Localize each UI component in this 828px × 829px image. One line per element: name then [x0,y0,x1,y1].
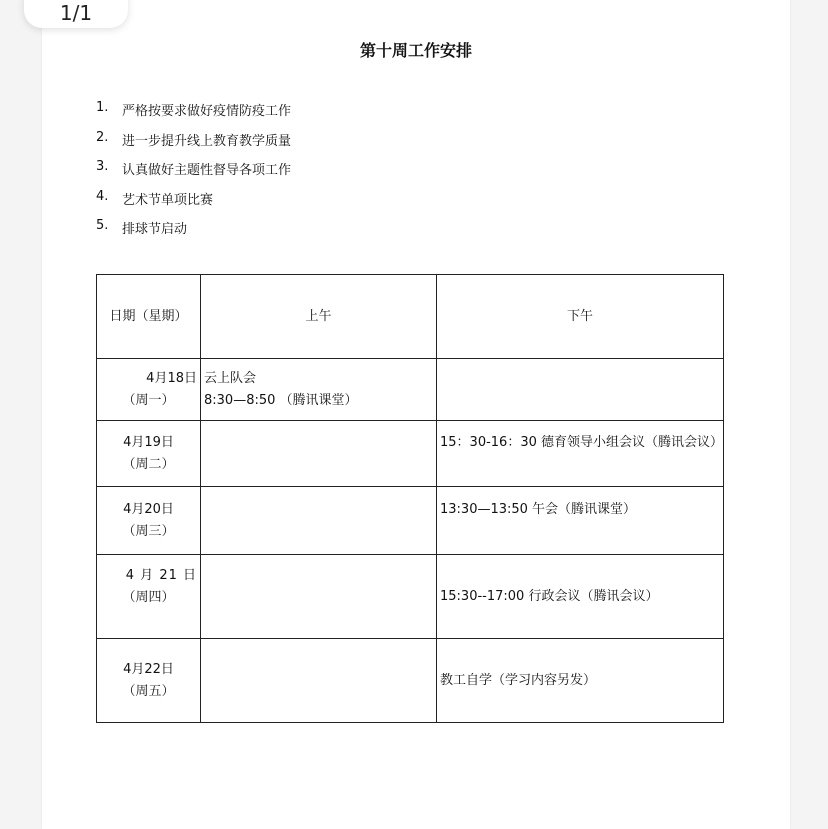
list-item: 2. 进一步提升线上教育教学质量 [96,129,292,149]
page-indicator: 1/1 [24,0,128,28]
table-row: 4 月 21 日 （周四） 15:30--17:00 行政会议（腾讯会议） [97,555,724,639]
list-item: 5. 排球节启动 [96,218,188,237]
table-header-row: 日期（星期） 上午 下午 [97,275,724,359]
list-item: 1. 严格按要求做好疫情防疫工作 [96,100,292,119]
list-item: 3. 认真做好主题性督导各项工作 [96,159,292,178]
list-item: 4. 艺术节单项比赛 [96,188,214,208]
task-list [96,100,291,248]
schedule-table [96,274,724,723]
table-row: 4月22日 （周五） 教工自学（学习内容另发） [97,639,724,723]
table-row: 4月20日 （周三） 13:30—13:50 午会（腾讯课堂） [97,487,724,555]
document-title: 第十周工作安排 [359,41,472,60]
table-row: 4月18日 （周一） 云上队会 8:30—8:50 （腾讯课堂） [97,359,724,421]
table-row: 4月19日 （周二） 15：30-16：30 德育领导小组会议（腾讯会议） [97,421,724,487]
